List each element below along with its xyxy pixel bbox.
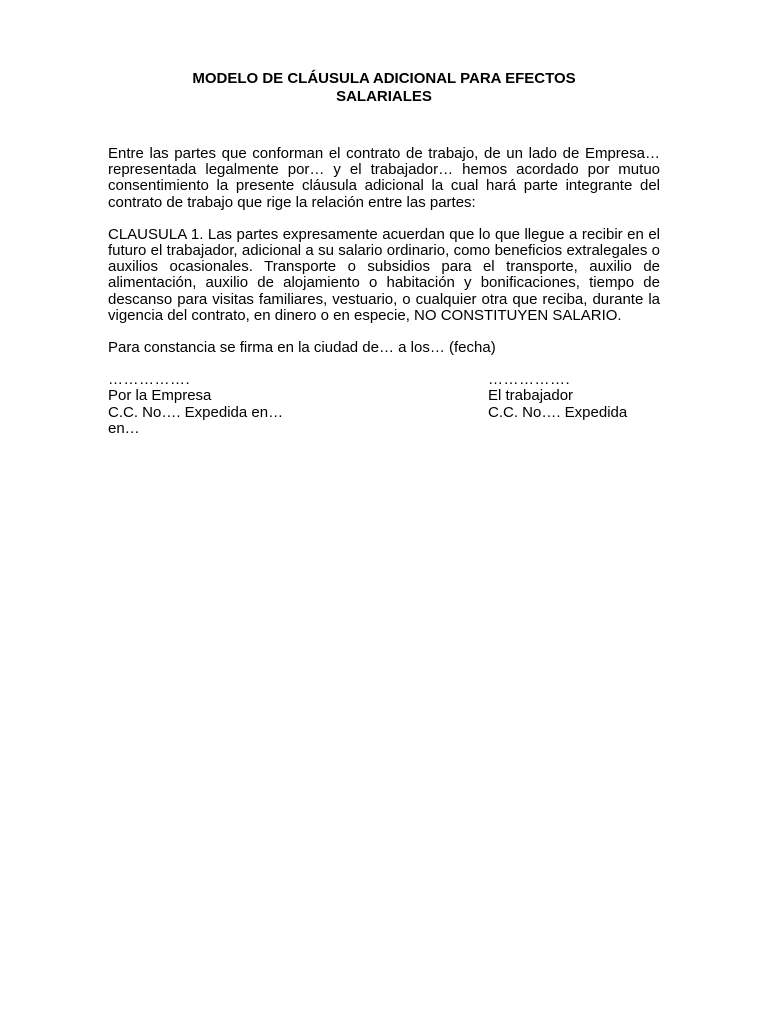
signature-lines-row [108,372,660,388]
worker-signature-label: El trabajador [488,387,574,405]
title-line-1: MODELO DE CLÁUSULA ADICIONAL PARA EFECTOS [192,70,576,87]
intro-paragraph: Entre las partes que conforman el contrato de trabajo, de un lado de Empresa… representada legalmente por… y el trabajador… hemos acordado por mutuo consentimiento la presente cláusula adicional la cual hará parte integrante del contrato de trabajo que rige la relación entre las partes: [108,145,660,211]
worker-signature-line: ……………. [488,371,571,389]
company-signature-line: ……………. [108,371,191,389]
signature-block [108,372,660,437]
document-title [108,70,660,106]
title-line-2: SALARIALES [336,88,432,105]
signature-ids-row [108,405,660,421]
signature-labels-row [108,388,660,404]
company-signature-label: Por la Empresa [108,387,212,405]
clause-1-paragraph: CLAUSULA 1. Las partes expresamente acuerdan que lo que llegue a recibir en el futuro el trabajador, adicional a su salario ordinario, como beneficios extralegales o auxilios ocasionales. Transporte o subsidios para el transporte, auxilio de alimentación, auxilio de alojamiento o habitación y bonificaciones, tiempo de descanso para visitas familiares, vestuario, o cualquier otra que reciba, durante la vigencia del contrato, en dinero o en especie, NO CONSTITUYEN SALARIO. [108,225,660,324]
document-page [108,70,660,437]
signing-statement: Para constancia se firma en la ciudad de… a los… (fecha) [108,339,496,357]
worker-id-continuation: en… [108,419,140,437]
company-id-line: C.C. No…. Expedida en… [108,403,284,421]
worker-id-line: C.C. No…. Expedida [488,403,628,421]
